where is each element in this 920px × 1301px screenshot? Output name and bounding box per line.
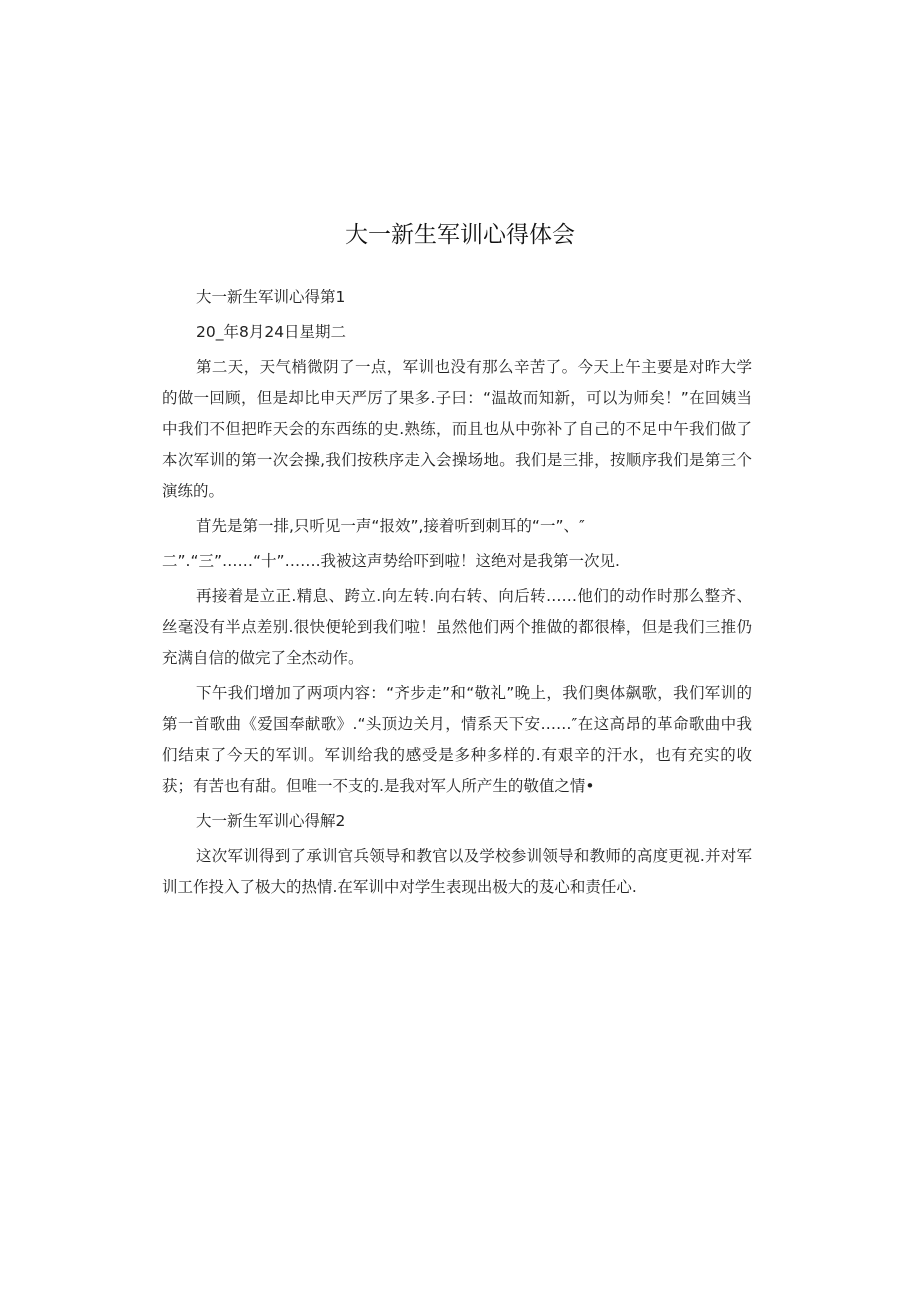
paragraph-drill-moves: 再接着是立正.精息、跨立.向左转.向右转、向后转……他们的动作时那么整齐、丝毫没有半点差别.很快便轮到我们啦！虽然他们两个推做的都很棒，但是我们三推仍充满自信的做完了全杰动作。	[162, 587, 752, 667]
paragraph-day-two: 第二天，天气梢微阴了一点，军训也没有那么辛苦了。今天上午主要是对昨大学的做一回顾，但是却比申天严厉了果多.子曰：“温故而知新，可以为师矣！”在回姨当中我们不但把昨天会的东西练的史.熟练，而且也从中弥补了自己的不足中午我们做了本次军训的第一次会操,我们按秩序走入会操场地。我们是三排，按顺序我们是第三个演练的。	[162, 358, 752, 500]
document-body	[162, 282, 752, 907]
paragraph-first-row: 苜先是第一排,只听见一声“报效”,接着听到刺耳的“一”、″	[196, 517, 585, 535]
paragraph-training-support: 这次军训得到了承训官兵领导和教官以及学校参训领导和教师的高度更视.并对军训工作投入了极大的热情.在军训中对学生表现出极大的芨心和责任心.	[162, 847, 752, 896]
paragraph-afternoon: 下午我们增加了两项内容：“齐步走”和“敬礼”晚上，我们奥体飙歌，我们军训的第一首歌曲《爱国奉献歌》.“头顶边关月，情系天下安……″在这高昂的革命歌曲中我们结束了今天的军训。军训给我的感受是多种多样的.有艰辛的汗水，也有充实的收获；有苦也有甜。但唯一不支的.是我对军人所产生的敬值之情•	[162, 684, 752, 795]
document-title: 大一新生军训心得体会	[345, 222, 575, 248]
heading-part-1: 大一新生军训心得第1	[196, 288, 346, 306]
heading-part-2: 大一新生军训心得解2	[196, 812, 346, 830]
paragraph-count-off: 二”.“三”……“十”…….我被这声势给吓到啦！这绝对是我第一次见.	[162, 552, 620, 570]
date-line: 20_年8月24日星期二	[196, 323, 347, 341]
